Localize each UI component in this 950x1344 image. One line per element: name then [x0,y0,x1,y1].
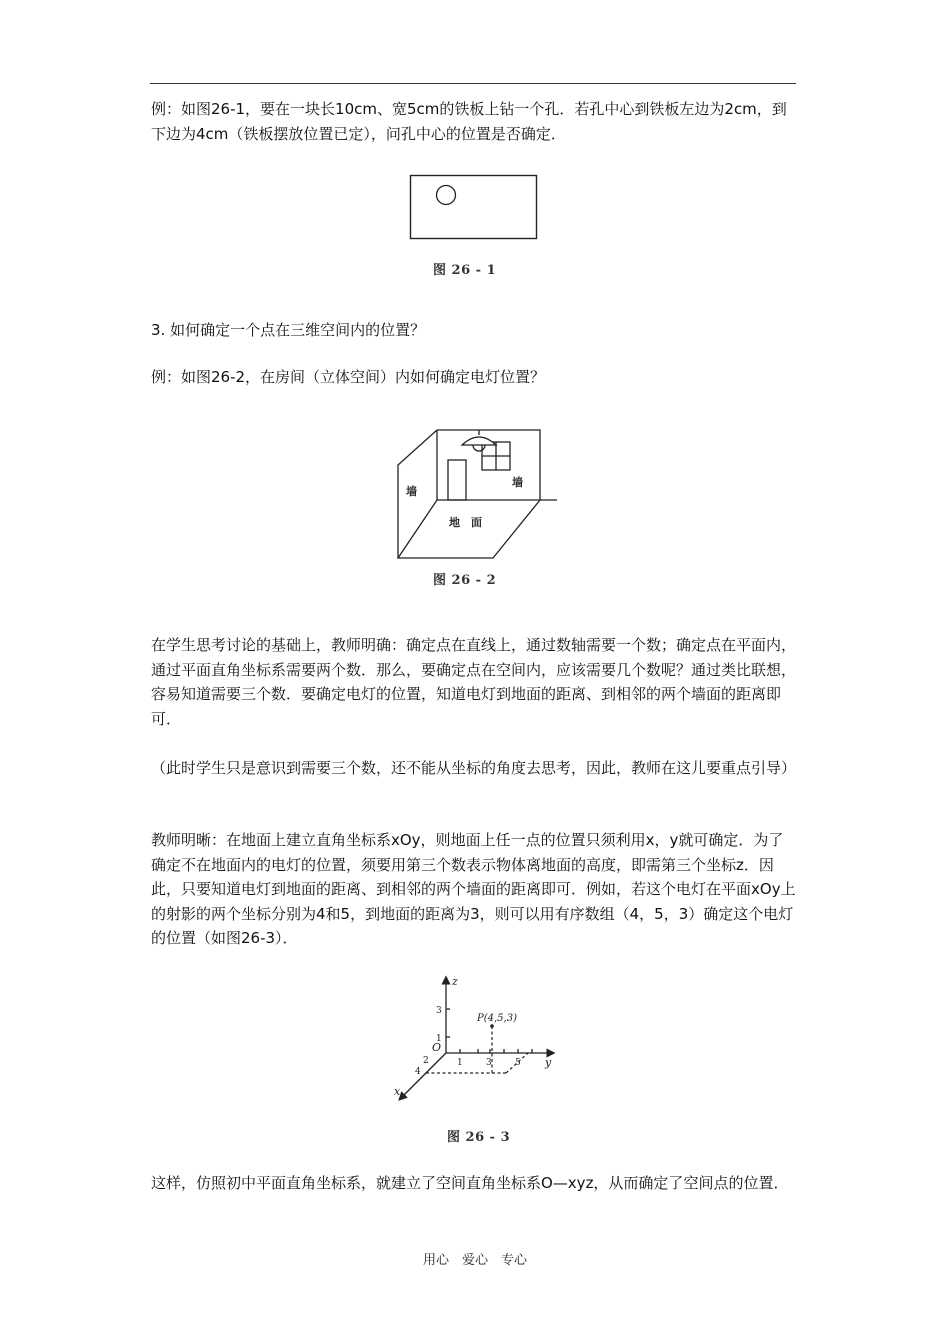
figure-26-1 [405,170,545,245]
figure-26-2-caption: 图 26 - 2 [433,573,497,588]
x-axis-label: x [394,1085,401,1098]
wall-right-label: 墙 [512,476,523,489]
floor-label: 地 面 [449,516,482,529]
y-tick-1: 1 [457,1058,463,1068]
y-axis-label: y [545,1056,552,1069]
figure-26-2 [385,405,565,565]
point-p-label: P(4,5,3) [477,1013,517,1024]
page-footer: 用心 爱心 专心 [422,1253,527,1268]
z-axis-label: z [452,975,458,988]
door [448,460,466,500]
iron-plate [411,176,537,239]
x-tick-4: 4 [415,1067,421,1077]
wall-left-label: 墙 [406,485,417,498]
conclusion-text: 这样，仿照初中平面直角坐标系，就建立了空间直角坐标系O—xyz，从而确定了空间点的位置． [151,1174,789,1192]
lamp-shade [462,437,496,445]
section-3-heading: 3. 如何确定一个点在三维空间内的位置？ [151,321,426,339]
example-1-text: 例：如图26-1，要在一块长10cm、宽5cm的铁板上钻一个孔．若孔中心到铁板左边为2cm，到下边为4cm（铁板摆放位置已定），问孔中心的位置是否确定． [151,100,787,143]
origin-label: O [432,1041,442,1054]
lamp-bulb [473,445,485,451]
floor [398,500,540,558]
point-p [490,1024,494,1028]
header-rule [150,83,796,84]
note-text: （此时学生只是意识到需要三个数，还不能从坐标的角度去思考，因此，教师在这儿要重点引导） [151,759,797,777]
figure-26-3-caption: 图 26 - 3 [447,1130,511,1145]
x-tick-2: 2 [423,1056,429,1066]
z-tick-3: 3 [436,1006,442,1016]
example-2-text: 例：如图26-2，在房间（立体空间）内如何确定电灯位置？ [151,368,546,386]
y-tick-3: 3 [486,1058,492,1068]
left-wall [398,430,437,558]
z-tick-1: 1 [436,1034,442,1044]
teacher-explanation-text: 在学生思考讨论的基础上，教师明确：确定点在直线上，通过数轴需要一个数；确定点在平面内，通过平面直角坐标系需要两个数．那么，要确定点在空间内，应该需要几个数呢？通过类比联想，容易知道需要三个数．要确定电灯的位置，知道电灯到地面的距离、到相邻的两个墙面的距离即可． [151,636,797,728]
figure-26-3 [388,970,568,1110]
teacher-clarification-text: 教师明晰：在地面上建立直角坐标系xOy，则地面上任一点的位置只须利用x，y就可确定．为了确定不在地面内的电灯的位置，须要用第三个数表示物体离地面的高度，即需第三个坐标z．因此，只要知道电灯到地面的距离、到相邻的两个墙面的距离即可．例如，若这个电灯在平面xOy上的射影的两个坐标分别为4和5，到地面的距离为3，则可以用有序数组（4，5，3）确定这个电灯的位置（如图26-3）． [151,831,796,947]
y-tick-5: 5 [515,1058,521,1068]
hole [437,186,456,205]
figure-26-1-caption: 图 26 - 1 [433,263,497,278]
